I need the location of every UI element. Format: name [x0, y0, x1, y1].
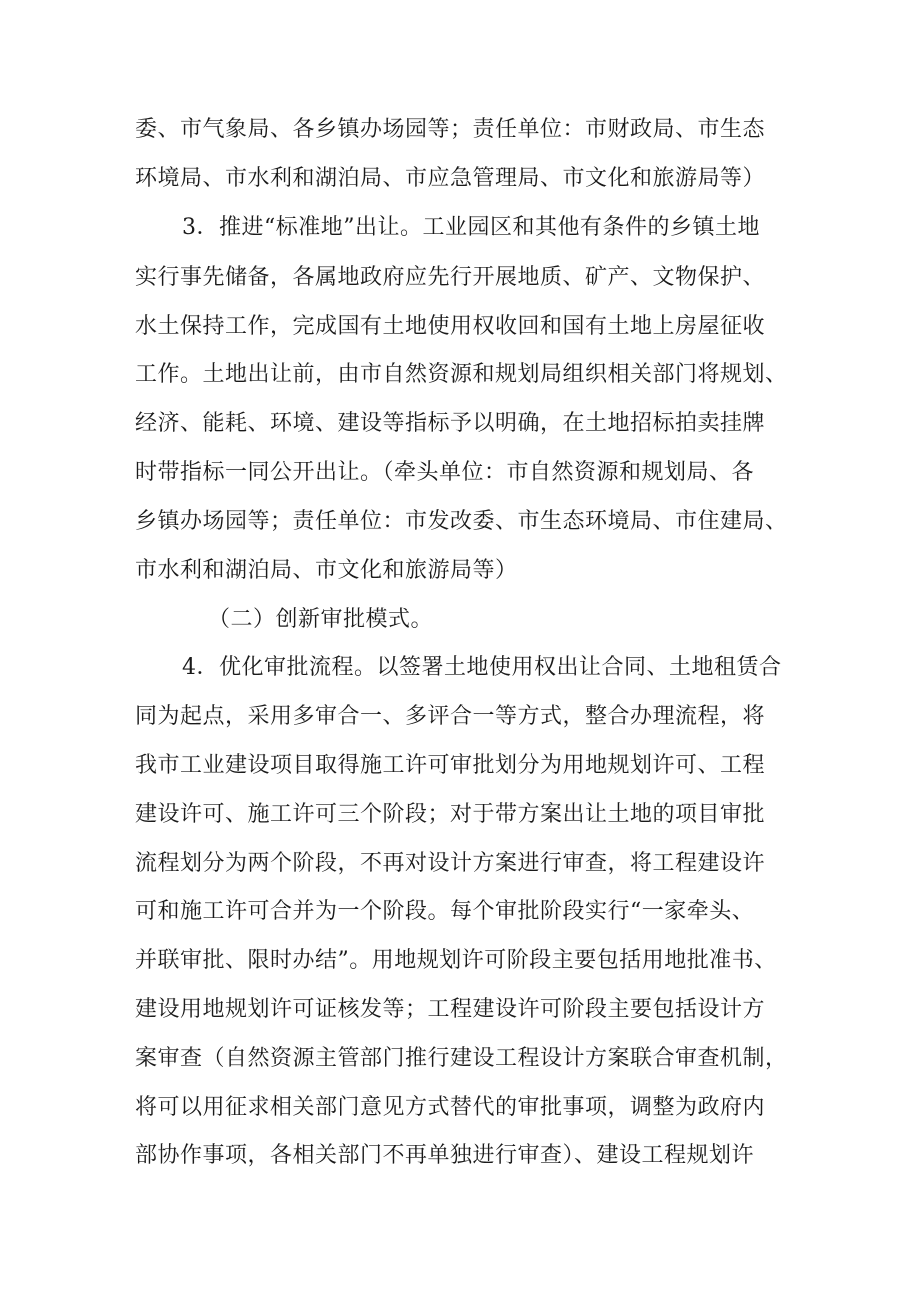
- text-line: 工作。土地出让前，由市自然资源和规划局组织相关部门将规划、: [135, 362, 788, 387]
- text-line: 市水利和湖泊局、市文化和旅游局等）: [135, 558, 518, 583]
- text-line: 经济、能耗、环境、建设等指标予以明确，在土地招标拍卖挂牌: [135, 411, 766, 436]
- text-line: 建设许可、施工许可三个阶段；对于带方案出让土地的项目审批: [135, 802, 766, 827]
- text-line: 流程划分为两个阶段，不再对设计方案进行审查，将工程建设许: [135, 851, 766, 876]
- text-line: 3．推进“标准地”出让。工业园区和其他有条件的乡镇土地: [182, 215, 760, 240]
- text-line: 时带指标一同公开出让。（牵头单位：市自然资源和规划局、各: [135, 460, 755, 485]
- text-line: 建设用地规划许可证核发等；工程建设许可阶段主要包括设计方: [135, 997, 766, 1022]
- text-line: 水土保持工作，完成国有土地使用权收回和国有土地上房屋征收: [135, 314, 766, 339]
- text-line: 我市工业建设项目取得施工许可审批划分为用地规划许可、工程: [135, 753, 766, 778]
- text-line: 乡镇办场园等；责任单位：市发改委、市生态环境局、市住建局、: [135, 509, 788, 534]
- text-line: 委、市气象局、各乡镇办场园等；责任单位：市财政局、市生态: [135, 117, 766, 142]
- text-line: 并联审批、限时办结”。用地规划许可阶段主要包括用地批准书、: [135, 948, 777, 973]
- text-line: 实行事先储备，各属地政府应先行开展地质、矿产、文物保护、: [135, 265, 766, 290]
- section-heading: （二）创新审批模式。: [208, 607, 434, 632]
- text-line: 案审查（自然资源主管部门推行建设工程设计方案联合审查机制，: [135, 1046, 788, 1071]
- text-line: 4．优化审批流程。以签署土地使用权出让合同、土地租赁合: [182, 655, 782, 680]
- text-line: 同为起点，采用多审合一、多评合一等方式，整合办理流程，将: [135, 704, 766, 729]
- text-line: 部协作事项，各相关部门不再单独进行审查）、建设工程规划许: [135, 1143, 755, 1168]
- text-line: 环境局、市水利和湖泊局、市应急管理局、市文化和旅游局等）: [135, 166, 766, 191]
- text-line: 将可以用征求相关部门意见方式替代的审批事项，调整为政府内: [135, 1095, 766, 1120]
- text-line: 可和施工许可合并为一个阶段。每个审批阶段实行“一家牵头、: [135, 899, 755, 924]
